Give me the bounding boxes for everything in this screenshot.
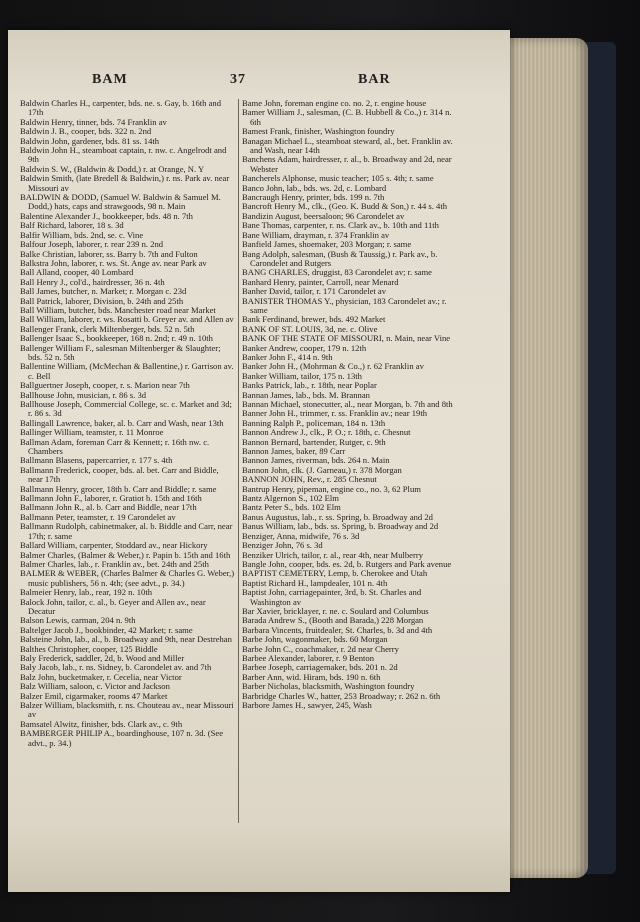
directory-entry: Ballard William, carpenter, Stoddard av., near Hickory: [20, 540, 208, 551]
directory-entry: Banning Ralph P., policeman, 184 n. 13th: [242, 417, 386, 428]
directory-entry: Ball Patrick, laborer, Division, b. 24th and 25th: [20, 295, 184, 306]
directory-entry: Balkstra John, laborer, r. ws. St. Ange av. near Park av: [20, 257, 207, 268]
directory-entry: Bamer William J., salesman, (C. B. Hubbell & Co.,) r. 314 n. 6th: [242, 107, 452, 127]
directory-entry: Balthes Christopher, cooper, 125 Biddle: [20, 643, 158, 654]
directory-entry: Bannon Bernard, bartender, Rutger, c. 9th: [242, 436, 386, 447]
directory-entry: Benziger, Anna, midwife, 76 s. 3d: [242, 530, 360, 541]
book-cover: [586, 42, 616, 874]
directory-entry: Baldwin Henry, tinner, bds. 74 Franklin av: [20, 116, 167, 127]
directory-entry: Ballmann Peter, teamster, r. 19 Carondelet av: [20, 511, 176, 522]
directory-entry: Balentine Alexander J., bookkeeper, bds. 48 n. 7th: [20, 210, 193, 221]
directory-entry: Bannan James, lab., bds. M. Brannan: [242, 389, 370, 400]
directory-entry: Ballmann John R., al. b. Carr and Biddle, near 17th: [20, 502, 197, 513]
directory-entry: Banagan Michael L., steamboat steward, al., bet. Franklin av. and Wash, near 14th: [242, 135, 453, 156]
directory-entry: BAPTIST CEMETERY, Lemp, b. Cherokee and Utah: [242, 568, 428, 579]
directory-entry: BANK OF ST. LOUIS, 3d, ne. c. Olive: [242, 323, 378, 334]
directory-entry: Bannan Michael, stonecutter, al., near Morgan, b. 7th and 8th: [242, 399, 453, 409]
directory-entry: Banco John, lab., bds. ws. 2d, c. Lombard: [242, 182, 387, 193]
header-right-word: BAR: [358, 72, 391, 87]
directory-entry: Barbee Joseph, carriagemaker, bds. 201 n. 2d: [242, 662, 398, 673]
directory-entry: Banks Patrick, lab., r. 18th, near Poplar: [242, 380, 377, 391]
page-edges: [506, 38, 588, 878]
directory-entry: Benziker Ulrich, tailor, r. al., rear 4th, near Mulberry: [242, 549, 424, 560]
directory-entry: Balsteine John, lab., al., b. Broadway and 9th, near Destrehan: [20, 634, 232, 645]
directory-entry: BAMBERGER PHILIP A., boardinghouse, 107 n. 3d. (See advt., p. 34.): [20, 728, 224, 748]
directory-entry: Barada Andrew S., (Booth and Barada,) 228 Morgan: [242, 615, 424, 626]
directory-entry: Bame John, foreman engine co. no. 2, r. engine house: [242, 98, 427, 108]
directory-entry: Ballmann Henry, grocer, 18th b. Carr and Biddle; r. same: [20, 483, 217, 494]
directory-entry: BANK OF THE STATE OF MISSOURI, n. Main, near Vine: [242, 333, 451, 344]
directory-entry: Bannon James, riverman, bds. 264 n. Main: [242, 455, 390, 466]
directory-entry: Balz William, saloon, c. Victor and Jackson: [20, 681, 170, 692]
directory-entry: Barbara Vincents, fruitdealer, St. Charles, b. 3d and 4th: [242, 624, 433, 635]
directory-entry: Bancroft Henry M., clk., (Geo. K. Budd & Son,) r. 44 s. 4th: [242, 201, 448, 212]
directory-entry: Bannon John, clk. (J. Garneau,) r. 378 Morgan: [242, 464, 402, 475]
header-left-word: BAM: [92, 72, 128, 87]
directory-entry: Bancherels Alphonse, music teacher; 105 s. 4th; r. same: [242, 173, 434, 184]
directory-entry: Baldwin John H., steamboat captain, r. nw. c. Angelrodt and 9th: [20, 145, 227, 165]
directory-entry: Banfield James, shoemaker, 203 Morgan; r. same: [242, 239, 412, 250]
directory-entry: Barbore James H., sawyer, 245, Wash: [242, 700, 372, 710]
directory-entry: Balson Lewis, carman, 204 n. 9th: [20, 615, 136, 626]
directory-entry: Bandizin August, beersaloon; 96 Carondelet av: [242, 210, 405, 221]
directory-entry: Ballmann Frederick, cooper, bds. al. bet. Carr and Biddle, near 17th: [20, 464, 219, 485]
directory-entry: Ballguertner Joseph, cooper, r. s. Marion near 7th: [20, 380, 190, 391]
directory-entry: Ball James, butcher, n. Market; r. Morgan c. 23d: [20, 286, 187, 297]
directory-entry: Ball Henry J., col'd., hairdresser, 36 n. 4th: [20, 276, 165, 287]
directory-entry: Balmer Charles, (Balmer & Weber,) r. Papin b. 15th and 16th: [20, 549, 231, 560]
directory-entry: Bancraugh Henry, printer, bds. 199 n. 7th: [242, 192, 385, 203]
page-number: 37: [230, 72, 246, 87]
directory-entry: Benziger John, 76 s. 3d: [242, 540, 323, 551]
directory-entry: Bantrup Henry, pipeman, engine co., no. 3, 62 Plum: [242, 483, 421, 494]
directory-entry: Banhard Henry, painter, Carroll, near Menard: [242, 276, 399, 287]
directory-entry: Bang Adolph, salesman, (Bush & Taussig,) r. Park av., b. Carondelet and Rutgers: [242, 248, 438, 268]
directory-entry: Baldwin Charles H., carpenter, bds. ne. s. Gay, b. 16th and 17th: [20, 98, 222, 118]
directory-entry: Banker John F., 414 n. 9th: [242, 351, 333, 362]
directory-entry: Banker William, tailor, 175 n. 13th: [242, 370, 362, 381]
directory-entry: BANISTER THOMAS Y., physician, 183 Carondelet av.; r. same: [242, 295, 447, 315]
directory-entry: Ball William, butcher, bds. Manchester road near Market: [20, 304, 216, 315]
directory-entry: Banus Augustus, lab., r. ss. Spring, b. Broadway and 2d: [242, 511, 433, 522]
directory-entry: Banher David, tailor, r. 171 Carondelet av: [242, 286, 387, 297]
directory-entry: Barbe John C., coachmaker, r. 2d near Cherry: [242, 643, 399, 654]
directory-entry: Banker John H., (Mohrman & Co.,) r. 62 Franklin av: [242, 361, 424, 372]
directory-entry: Bangle John, cooper, bds. es. 2d, b. Rutgers and Park avenue: [242, 558, 452, 569]
directory-entry: Balzer William, blacksmith, r. ns. Chouteau av., near Missouri av: [20, 700, 234, 720]
directory-entry: Bar Xavier, bricklayer, r. ne. c. Soulard and Columbus: [242, 605, 429, 616]
directory-entry: Balzer Emil, cigarmaker, rooms 47 Market: [20, 690, 168, 701]
directory-entry: Ball Alland, cooper, 40 Lombard: [20, 267, 134, 278]
directory-entry: Ballingall Lawrence, baker, al. b. Carr and Wash, near 13th: [20, 417, 224, 428]
directory-entry: Bamest Frank, finisher, Washington foundry: [242, 126, 395, 137]
directory-entry: Balfir William, bds. 2nd, se. c. Vine: [20, 229, 144, 240]
directory-entry: Banker Andrew, cooper, 179 n. 12th: [242, 342, 367, 353]
directory-entry: Ballmann Blasens, papercarrier, r. 177 s. 4th: [20, 455, 173, 466]
directory-entry: Ballmann Rudolph, cabinetmaker, al. b. Biddle and Carr, near 17th; r. same: [20, 521, 233, 541]
directory-entry: Balz John, bucketmaker, r. Cecelia, near Victor: [20, 671, 182, 682]
directory-entry: Bane Thomas, carpenter, r. ns. Clark av., b. 10th and 11th: [242, 220, 439, 231]
directory-entry: Baldwin Smith, (late Bredell & Baldwin,) r. ns. Park av. near Missouri av: [20, 173, 230, 193]
directory-entry: Barbee Alexander, laborer, r. 9 Benton: [242, 652, 374, 663]
running-header: [24, 72, 484, 94]
directory-entry: Barbridge Charles W., hatter, 253 Broadway; r. 262 n. 6th: [242, 690, 441, 701]
directory-entry: Bank Ferdinand, brewer, bds. 492 Market: [242, 314, 386, 325]
directory-entry: BALDWIN & DODD, (Samuel W. Baldwin & Samuel M. Dodd,) hats, caps and strawgoods, 98 n. Main: [20, 192, 221, 212]
directory-entry: Ballman Adam, foreman Carr & Kennett; r. 16th nw. c. Chambers: [20, 436, 210, 457]
directory-entry: Ballenger Frank, clerk Miltenberger, bds. 52 n. 5th: [20, 323, 195, 334]
directory-entry: Baptist John, carriagepainter, 3rd, b. St. Charles and Washington av: [242, 587, 422, 607]
directory-entry: Barber Ann, wid. Hiram, bds. 190 n. 6th: [242, 671, 381, 682]
directory-entry: Ballenger Isaac S., bookkeeper, 168 n. 2nd; r. 49 n. 10th: [20, 333, 213, 344]
directory-entry: Barber Nicholas, blacksmith, Washington foundry: [242, 681, 415, 692]
directory-entry: Ballmann John F., laborer, r. Gratiot b. 15th and 16th: [20, 493, 202, 504]
directory-entry: Banner John H., trimmer, r. ss. Franklin av.; near 19th: [242, 408, 428, 419]
directory-entry: Bannon James, baker, 89 Carr: [242, 446, 346, 457]
directory-entry: Balke Christian, laborer, ss. Barry b. 7th and Fulton: [20, 248, 198, 259]
directory-entry: Banus William, lab., bds. ss. Spring, b. Broadway and 2d: [242, 521, 439, 532]
directory-entry: Balfour Joseph, laborer, r. rear 239 n. 2nd: [20, 239, 164, 250]
directory-entry: Bane William, drayman, r. 374 Franklin av: [242, 229, 390, 240]
directory-entry: Balf Richard, laborer, 18 s. 3d: [20, 220, 124, 231]
directory-entry: Ball William, laborer, r. ws. Rosatti b. Greyer av. and Allen av: [20, 314, 234, 325]
directory-entry: Baltelger Jacob J., bookbinder, 42 Market; r. same: [20, 624, 193, 635]
directory-entry: Baldwin J. B., cooper, bds. 322 n. 2nd: [20, 126, 152, 137]
directory-entry: BANG CHARLES, druggist, 83 Carondelet av; r. same: [242, 267, 432, 278]
directory-entry: Bannon Andrew J., clk., P. O.; r. 18th, c. Chesnut: [242, 427, 411, 438]
directory-entry: Baldwin John, gardener, bds. 81 ss. 14th: [20, 135, 160, 146]
directory-entry: Bantz Peter S., bds. 102 Elm: [242, 502, 341, 513]
directory-entry: Ballinger William, teamster, r. 11 Monroe: [20, 427, 164, 438]
directory-entry: BANNON JOHN, Rev., r. 285 Chesnut: [242, 474, 377, 485]
directory-entry: Balmeier Henry, lab., rear, 192 n. 10th: [20, 587, 153, 598]
column-divider: [238, 99, 239, 823]
directory-entry: BALMER & WEBER, (Charles Balmer & Charles G. Weber,) music publishers, 56 n. 4th; (see advt., p. 34.): [20, 568, 235, 588]
directory-entry: Ballhouse John, musician, r. 86 s. 3d: [20, 389, 147, 400]
directory-entry: Banchens Adam, hairdresser, r. al., b. Broadway and 2d, near Webster: [242, 154, 452, 174]
directory-entry: Baly Frederick, saddler, 2d, b. Wood and Miller: [20, 652, 185, 663]
directory-entry: Bamsatel Alwitz, finisher, bds. Clark av., c. 9th: [20, 718, 183, 729]
right-column: [242, 99, 457, 710]
directory-entry: Baly Jacob, lab., r. ns. Sidney, b. Carondelet av. and 7th: [20, 662, 212, 673]
directory-entry: Baldwin S. W., (Baldwin & Dodd,) r. at Orange, N. Y: [20, 163, 205, 174]
directory-entry: Barbe John, wagonmaker, bds. 60 Morgan: [242, 634, 388, 645]
directory-entry: Ballhouse Joseph, Commercial College, sc. c. Market and 3d; r. 86 s. 3d: [20, 399, 232, 419]
left-column: [20, 99, 235, 748]
directory-entry: Ballenger William F., salesman Miltenberger & Slaughter; bds. 52 n. 5th: [20, 342, 221, 362]
directory-entry: Ballentine William, (McMechan & Ballentine,) r. Garrison av. c. Bell: [20, 361, 234, 381]
directory-entry: Bantz Algernon S., 102 Elm: [242, 493, 339, 504]
directory-entry: Balock John, tailor, c. al., b. Geyer and Allen av., near Decatur: [20, 596, 206, 616]
directory-entry: Balmer Charles, lab., r. Franklin av., bet. 24th and 25th: [20, 558, 209, 569]
directory-entry: Baptist Richard H., lampdealer, 101 n. 4th: [242, 577, 388, 588]
